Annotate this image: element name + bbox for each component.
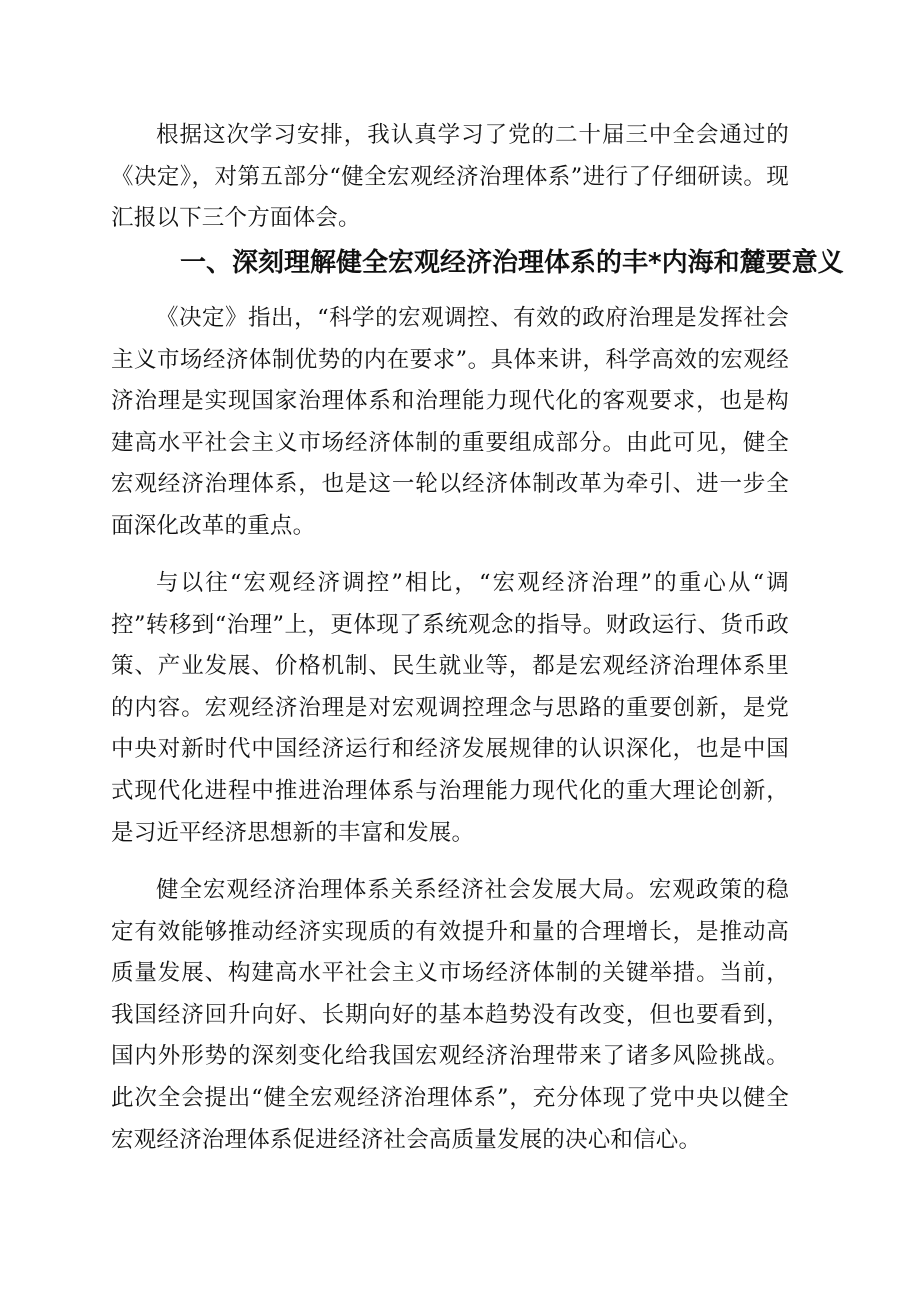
section-heading-1: 一、深刻理解健全宏观经济治理体系的丰*内海和麓要意义 — [180, 248, 844, 278]
body-paragraph-2: 与以往“宏观经济调控”相比，“宏观经济治理”的重心从“调控”转移到“治理”上，更体现了系统观念的指导。财政运行、货币政策、产业发展、价格机制、民生就业等，都是宏观经济治理体系里的内容。宏观经济治理是对宏观调控理念与思路的重要创新，是党中央对新时代中国经济运行和经济发展规律的认识深化，也是中国式现代化进程中推进治理体系与治理能力现代化的重大理论创新，是习近平经济思想新的丰富和发展。 — [111, 570, 789, 846]
body-paragraph-3: 健全宏观经济治理体系关系经济社会发展大局。宏观政策的稳定有效能够推动经济实现质的有效提升和量的合理增长，是推动高质量发展、构建高水平社会主义市场经济体制的关键举措。当前，我国经济回升向好、长期向好的基本趋势没有改变，但也要看到，国内外形势的深刻变化给我国宏观经济治理带来了诸多风险挑战。此次全会提出“健全宏观经济治理体系”，充分体现了党中央以健全宏观经济治理体系促进经济社会高质量发展的决心和信心。 — [111, 877, 789, 1153]
body-paragraph-1: 《决定》指出，“科学的宏观调控、有效的政府治理是发挥社会主义市场经济体制优势的内在要求”。具体来讲，科学高效的宏观经济治理是实现国家治理体系和治理能力现代化的客观要求，也是构建高水平社会主义市场经济体制的重要组成部分。由此可见，健全宏观经济治理体系，也是这一轮以经济体制改革为牵引、进一步全面深化改革的重点。 — [111, 305, 789, 539]
intro-paragraph: 根据这次学习安排，我认真学习了党的二十届三中全会通过的《决定》，对第五部分“健全宏观经济治理体系”进行了仔细研读。现汇报以下三个方面体会。 — [111, 122, 789, 232]
